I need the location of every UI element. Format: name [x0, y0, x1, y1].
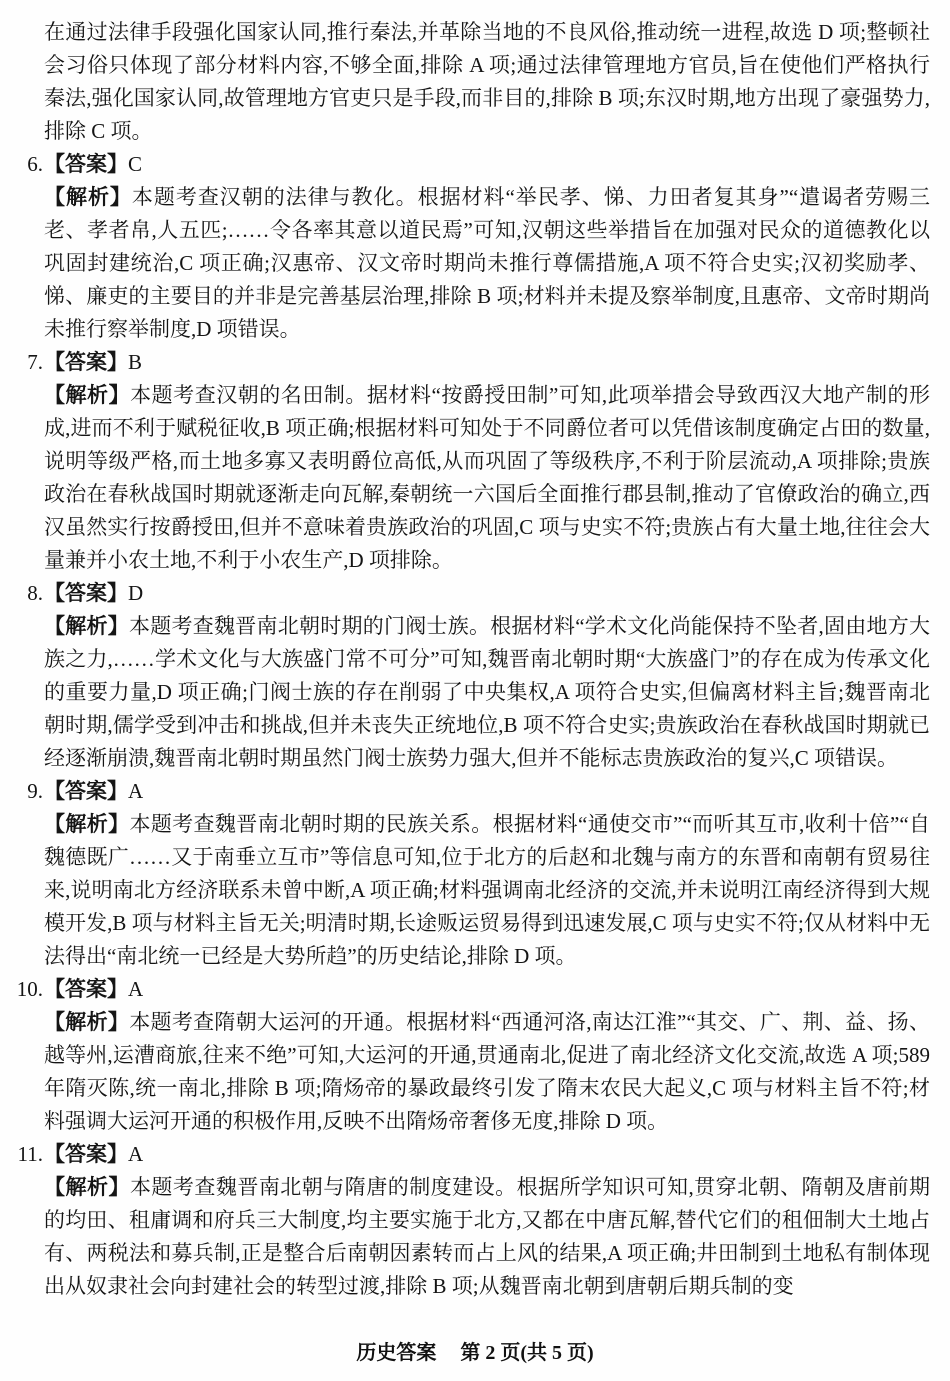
analysis-text: 本题考查隋朝大运河的开通。根据材料“西通河洛,南达江淮”“其交、广、荆、益、扬、越等州,运漕商旅,往来不绝”可知,大运河的开通,贯通南北,促进了南北经济文化交流,故选 A 项;589 年隋灭陈,统一南北,排除 B 项;隋炀帝的暴政最终引发了隋末农民大起义,C 项与材料主旨不符;材料强调大运河开通的积极作用,反映不出隋炀帝奢侈无度,排除 D 项。 [44, 1010, 930, 1133]
continued-analysis-paragraph: 在通过法律手段强化国家认同,推行秦法,并革除当地的不良风俗,推动统一进程,故选 D 项;整顿社会习俗只体现了部分材料内容,不够全面,排除 A 项;通过法律管理地方官员,旨在使他们严格执行秦法,强化国家认同,故管理地方官吏只是手段,而非目的,排除 B 项;东汉时期,地方出现了豪强势力,排除 C 项。 [44, 20, 930, 143]
question-number: 7. [27, 350, 43, 374]
answer-line [27, 775, 930, 808]
page-footer [0, 1336, 950, 1365]
answer-line [27, 346, 930, 379]
answer-label: 【答案】 [44, 1142, 128, 1166]
answer-line [17, 1138, 930, 1171]
answer-letter: C [128, 152, 143, 176]
analysis-paragraph [44, 181, 930, 346]
answer-item [16, 973, 930, 1138]
analysis-text: 本题考查汉朝的名田制。据材料“按爵授田制”可知,此项举措会导致西汉大地产制的形成,进而不利于赋税征收,B 项正确;根据材料可知处于不同爵位者可以凭借该制度确定占田的数量,说明等级严格,而土地多寡又表明爵位高低,从而巩固了等级秩序,不利于阶层流动,A 项排除;贵族政治在春秋战国时期就逐渐走向瓦解,秦朝统一六国后全面推行郡县制,推动了官僚政治的确立,西汉虽然实行按爵授田,但并不意味着贵族政治的巩固,C 项与史实不符;贵族占有大量土地,往往会大量兼并小农土地,不利于小农生产,D 项排除。 [44, 383, 931, 572]
answer-item [17, 1138, 931, 1303]
analysis-text: 本题考查魏晋南北朝时期的民族关系。根据材料“通使交市”“而听其互市,收利十倍”“自魏德既广……又于南垂立互市”等信息可知,位于北方的后赵和北魏与南方的东晋和南朝有贸易往来,说明南北方经济联系未曾中断,A 项正确;材料强调南北经济的交流,并未说明江南经济得到大规模开发,B 项与材料主旨无关;明清时期,长途贩运贸易得到迅速发展,C 项与史实不符;仅从材料中无法得出“南北统一已经是大势所趋”的历史结论,排除 D 项。 [44, 812, 931, 968]
analysis-text: 本题考查汉朝的法律与教化。根据材料“举民孝、悌、力田者复其身”“遣谒者劳赐三老、孝者帛,人五匹;……令各率其意以道民焉”可知,汉朝这些举措旨在加强对民众的道德教化以巩固封建统治,C 项正确;汉惠帝、汉文帝时期尚未推行尊儒措施,A 项不符合史实;汉初奖励孝、悌、廉吏的主要目的并非是完善基层治理,排除 B 项;材料并未提及察举制度,且惠帝、文帝时期尚未推行察举制度,D 项错误。 [44, 185, 930, 341]
answer-line [27, 577, 930, 610]
question-number: 11. [17, 1142, 43, 1166]
answer-item [27, 148, 930, 346]
answer-label: 【答案】 [44, 152, 128, 176]
answer-letter: D [128, 581, 144, 605]
answer-letter: B [128, 350, 143, 374]
footer-page-info: 第 2 页(共 5 页) [460, 1342, 594, 1364]
analysis-paragraph [44, 379, 930, 577]
answer-item [27, 775, 931, 973]
answer-item [27, 577, 930, 775]
analysis-paragraph [44, 1006, 930, 1138]
answer-label: 【答案】 [44, 977, 128, 1001]
footer-doc-title: 历史答案 [356, 1342, 437, 1364]
answer-item [27, 346, 931, 577]
answer-line [16, 973, 930, 1006]
analysis-label: 【解析】 [44, 383, 131, 407]
answer-label: 【答案】 [44, 779, 128, 803]
analysis-paragraph [44, 610, 930, 775]
question-number: 10. [16, 977, 43, 1001]
answer-letter: A [128, 1142, 144, 1166]
analysis-label: 【解析】 [44, 185, 132, 209]
answer-letter: A [128, 779, 144, 803]
question-number: 8. [27, 581, 43, 605]
answer-line [27, 148, 930, 181]
analysis-text: 本题考查魏晋南北朝时期的门阀士族。根据材料“学术文化尚能保持不坠者,固由地方大族之力,……学术文化与大族盛门常不可分”可知,魏晋南北朝时期“大族盛门”的存在成为传承文化的重要力量,D 项正确;门阀士族的存在削弱了中央集权,A 项符合史实,但偏离材料主旨;魏晋南北朝时期,儒学受到冲击和挑战,但并未丧失正统地位,B 项不符合史实;贵族政治在春秋战国时期就已经逐渐崩溃,魏晋南北朝时期虽然门阀士族势力强大,但并不能标志贵族政治的复兴,C 项错误。 [44, 614, 930, 770]
answer-label: 【答案】 [44, 350, 128, 374]
analysis-label: 【解析】 [44, 1010, 130, 1034]
answer-label: 【答案】 [44, 581, 128, 605]
analysis-paragraph [44, 1171, 930, 1303]
question-number: 6. [27, 152, 43, 176]
answer-items [16, 148, 931, 1303]
analysis-text: 本题考查魏晋南北朝与隋唐的制度建设。根据所学知识可知,贯穿北朝、隋朝及唐前期的均田、租庸调和府兵三大制度,均主要实施于北方,又都在中唐瓦解,替代它们的租佃制大土地占有、两税法和募兵制,正是整合后南朝因素转而占上风的结果,A 项正确;井田制到土地私有制体现出从奴隶社会向封建社会的转型过渡,排除 B 项;从魏晋南北朝到唐朝后期兵制的变 [44, 1175, 931, 1298]
analysis-label: 【解析】 [44, 812, 130, 836]
answer-letter: A [128, 977, 144, 1001]
analysis-label: 【解析】 [44, 614, 129, 638]
question-number: 9. [27, 779, 43, 803]
analysis-label: 【解析】 [44, 1175, 130, 1199]
analysis-paragraph [44, 808, 930, 973]
